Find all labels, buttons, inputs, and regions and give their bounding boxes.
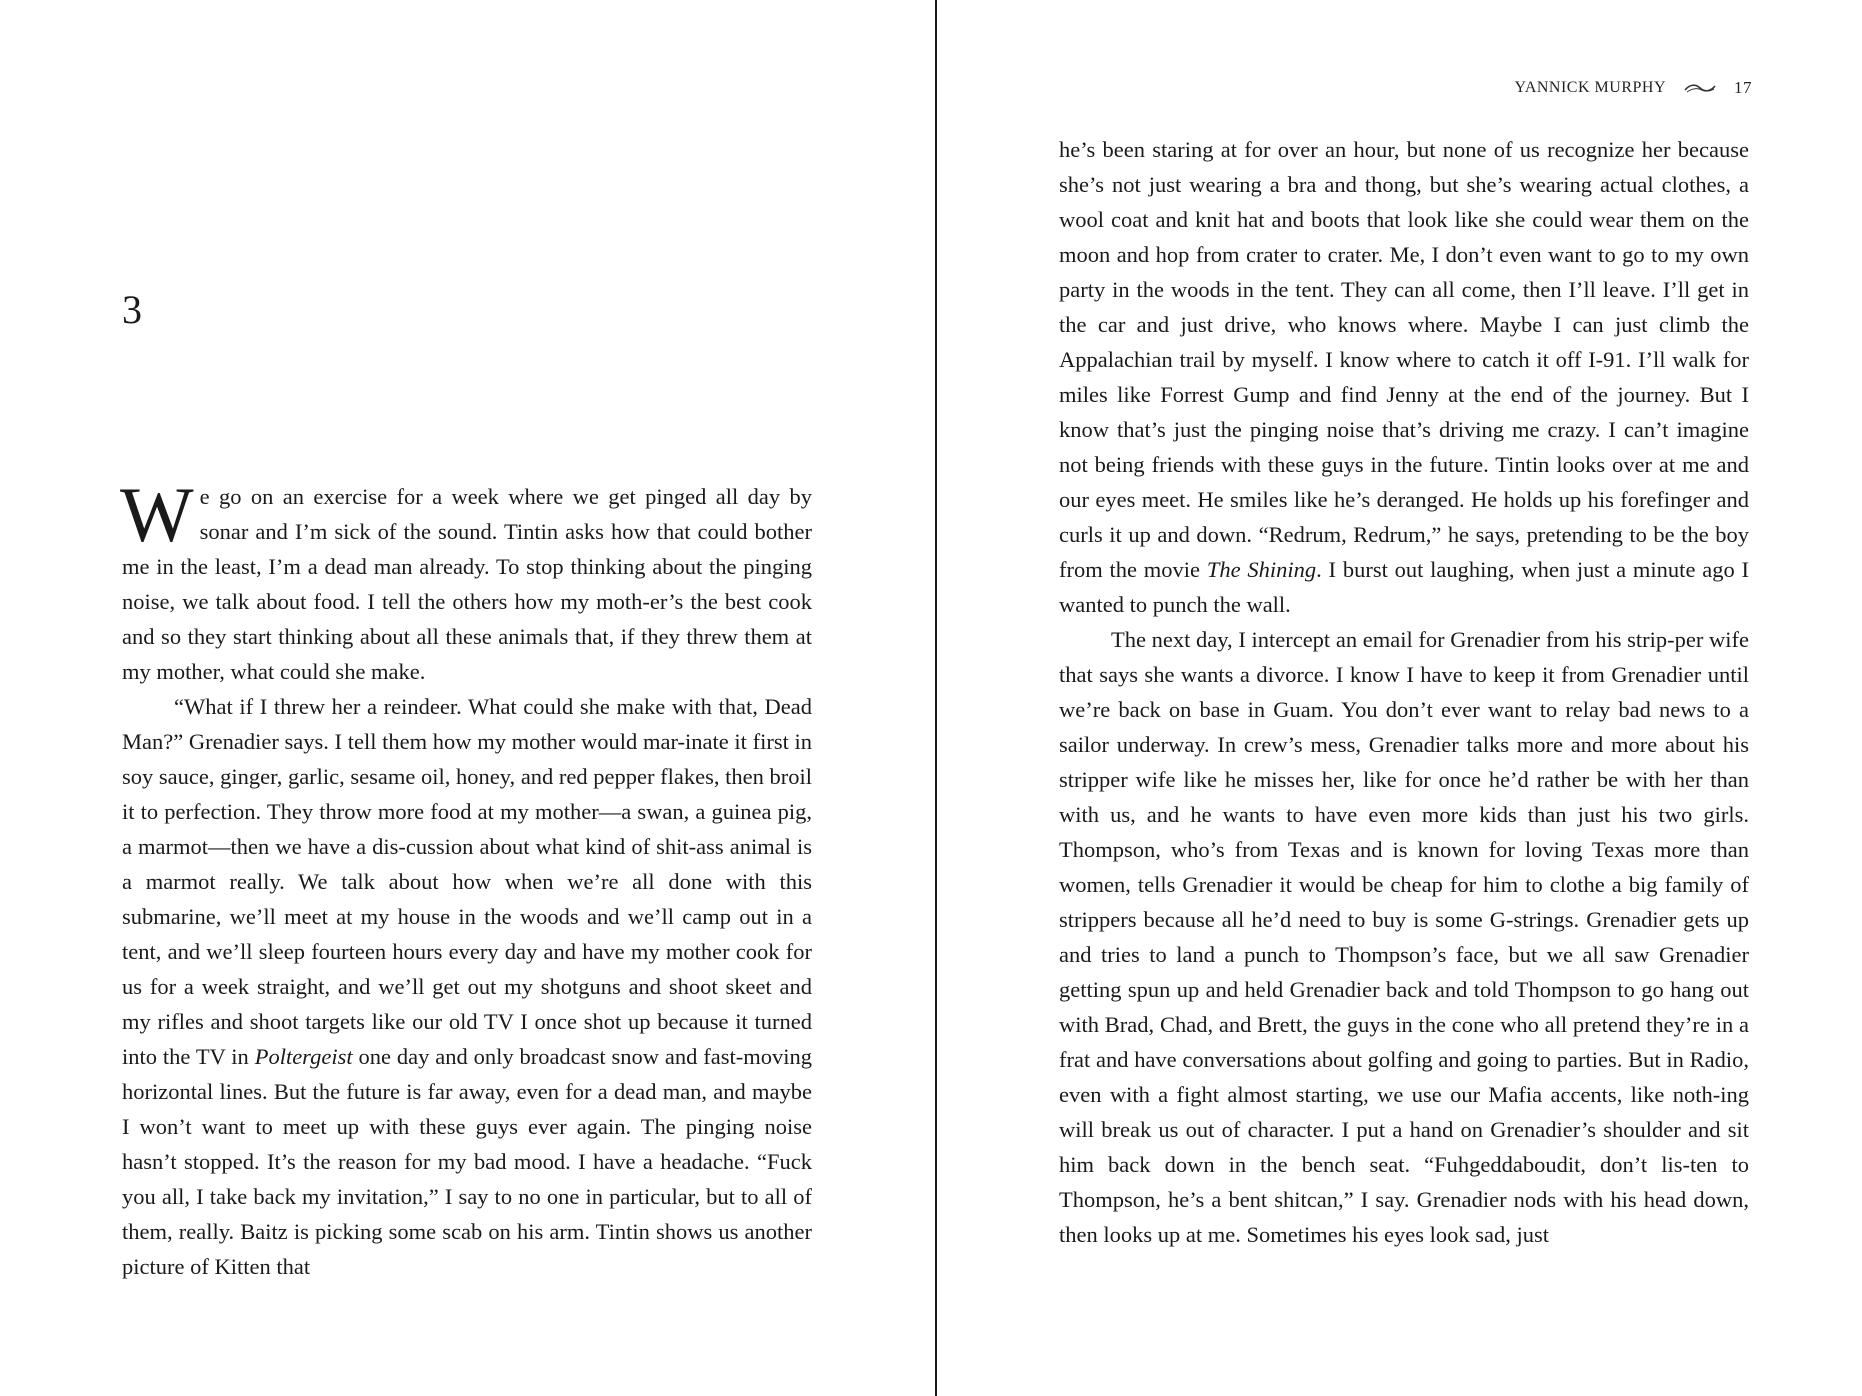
paragraph-1-text: e go on an exercise for a week where we get pinged all day by sonar and I’m sick of the sound. Tintin asks how that could bother me in the least, I’m a dead man already. To stop thinking about the pinging noise, we talk about food. I tell the others how my moth-er’s the best cook and so they start thinking about all these animals that, if they threw them at my mother, what could she make. bbox=[122, 484, 812, 684]
paragraph-4 bbox=[1059, 622, 1749, 1252]
author-name: YANNICK MURPHY bbox=[1514, 79, 1666, 96]
paragraph-3-text-b: . I burst out laughing, when just a minute ago I wanted to punch the wall. bbox=[1059, 557, 1749, 617]
chapter-number: 3 bbox=[122, 287, 142, 332]
left-page-body bbox=[120, 471, 813, 1284]
paragraph-2-text-b: one day and only broadcast snow and fast-moving horizontal lines. But the future is far away, even for a dead man, and maybe I won’t want to meet up with these guys ever again. The pinging noise hasn’t stopped. It’s the reason for my bad mood. I have a headache. “Fuck you all, I take back my invitation,” I say to no one in particular, but to all of them, really. Baitz is picking some scab on his arm. Tintin shows us another picture of Kitten that bbox=[122, 1044, 813, 1279]
movie-title-the-shining: The Shining bbox=[1206, 557, 1317, 582]
paragraph-2 bbox=[122, 689, 812, 1284]
running-head bbox=[1515, 78, 1752, 98]
drop-cap: W bbox=[120, 471, 194, 558]
paragraph-2-text-a: “What if I threw her a reindeer. What could she make with that, Dead Man?” Grenadier says. I tell them how my mother would mar-inate it first in soy sauce, ginger, garlic, sesame oil, honey, and red pepper flakes, then broil it to perfection. They throw more food at my mother—a swan, a guinea pig, a marmot—then we have a dis-cussion about what kind of shit-ass animal is a marmot really. We talk about how when we’re all done with this submarine, we’ll meet at my house in the woods and we’ll camp out in a tent, and we’ll sleep fourteen hours every day and have my mother cook for us for a week straight, and we’ll get out my shotguns and shoot skeet and my rifles and shoot targets like our old TV I once shot up because it turned into the TV in bbox=[122, 694, 812, 1069]
movie-title-poltergeist: Poltergeist bbox=[254, 1044, 353, 1069]
swash-ornament-icon bbox=[1684, 82, 1716, 94]
paragraph-3 bbox=[1059, 132, 1749, 622]
right-page-body bbox=[1059, 132, 1749, 1252]
right-page bbox=[937, 0, 1862, 1396]
paragraph-3-text-a: he’s been staring at for over an hour, but none of us recognize her because she’s not just wearing a bra and thong, but she’s wearing actual clothes, a wool coat and knit hat and boots that look like she could wear them on the moon and hop from crater to crater. Me, I don’t even want to go to my own party in the woods in the tent. They can all come, then I’ll leave. I’ll get in the car and just drive, who knows where. Maybe I can just climb the Appalachian trail by myself. I know where to catch it off I-91. I’ll walk for miles like Forrest Gump and find Jenny at the end of the journey. But I know that’s just the pinging noise that’s driving me crazy. I can’t imagine not being friends with these guys in the future. Tintin looks over at me and our eyes meet. He smiles like he’s deranged. He holds up his forefinger and curls it up and down. “Redrum, Redrum,” he says, pretending to be the boy from the movie bbox=[1059, 137, 1749, 582]
paragraph-4-text: The next day, I intercept an email for Grenadier from his strip-per wife that says she wants a divorce. I know I have to keep it from Grenadier until we’re back on base in Guam. You don’t ever want to relay bad news to a sailor underway. In crew’s mess, Grenadier talks more and more about his stripper wife like he misses her, like for once he’d rather be with her than with us, and he wants to have even more kids than just his two girls. Thompson, who’s from Texas and is known for loving Texas more than women, tells Grenadier it would be cheap for him to clothe a big family of strippers because all he’d need to buy is some G-strings. Grenadier gets up and tries to land a punch to Thompson’s face, but we all saw Grenadier getting spun up and held Grenadier back and told Thompson to go hang out with Brad, Chad, and Brett, the guys in the cone who all pretend they’re in a frat and have conversations about golfing and going to parties. But in Radio, even with a fight almost starting, we use our Mafia accents, like noth-ing will break us out of character. I put a hand on Grenadier’s shoulder and sit him back down in the bench seat. “Fuhgeddaboudit, don’t lis-ten to Thompson, he’s a bent shitcan,” I say. Grenadier nods with his head down, then looks up at me. Sometimes his eyes look sad, just bbox=[1059, 627, 1749, 1247]
page-number: 17 bbox=[1734, 78, 1752, 97]
paragraph-1 bbox=[120, 471, 812, 689]
